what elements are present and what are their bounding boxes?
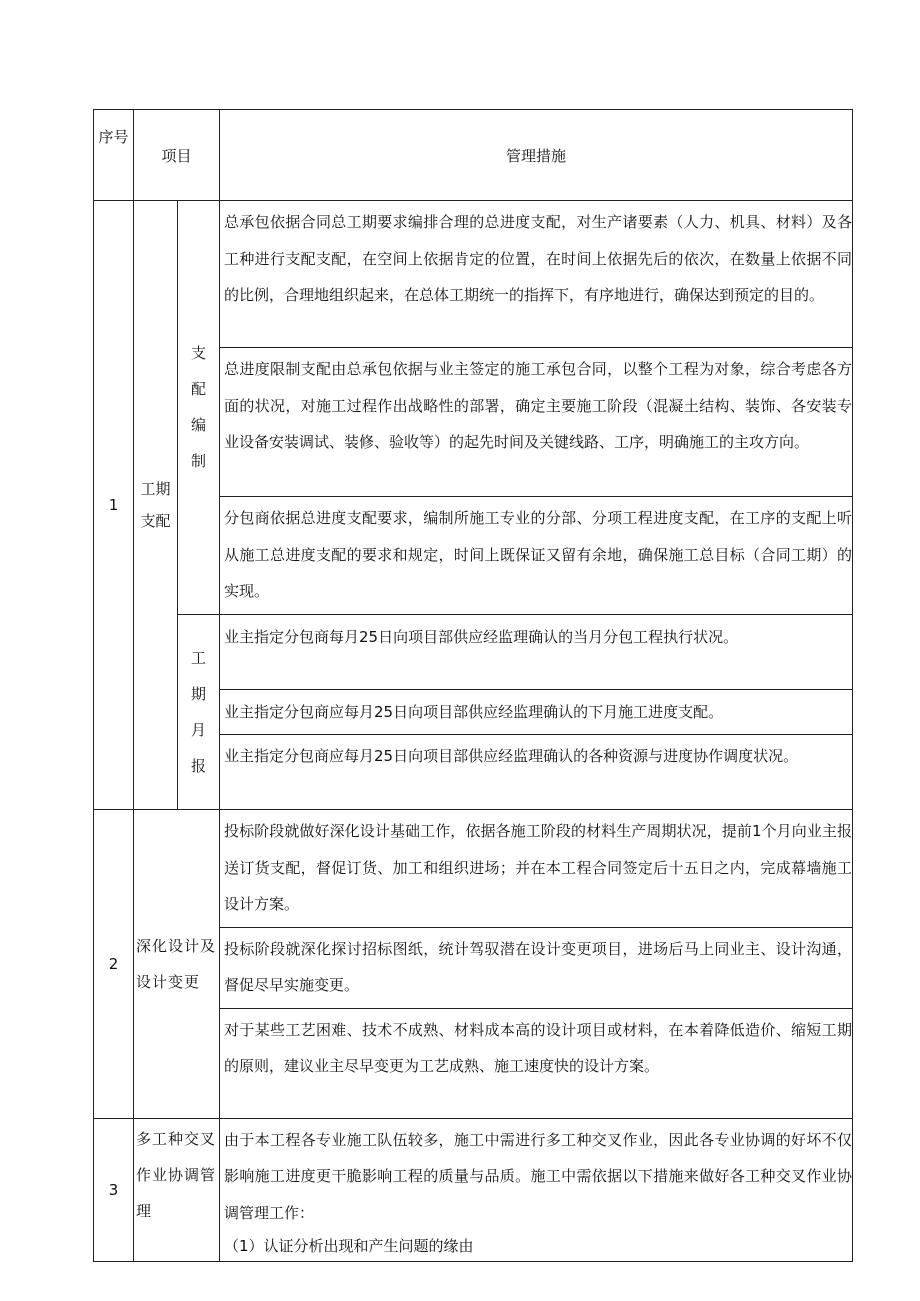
measure-cell: 业主指定分包商应每月25日向项目部供应经监理确认的各种资源与进度协作调度状况。 bbox=[220, 735, 853, 810]
label-char: 制 bbox=[191, 452, 207, 471]
section3-item: 多工种交叉作业协调管理 bbox=[134, 1118, 220, 1262]
section1-item bbox=[134, 201, 178, 810]
header-measures: 管理措施 bbox=[220, 110, 853, 201]
header-no: 序号 bbox=[94, 110, 134, 201]
measure-cell: 总进度限制支配由总承包依据与业主签定的施工承包合同，以整个工程为对象，综合考虑各方面的状况，对施工过程作出战略性的部署，确定主要施工阶段（混凝土结构、装饰、各安装专业设备安装调试、装修、验收等）的起先时间及关键线路、工序，明确施工的主攻方向。 bbox=[220, 348, 853, 497]
measure-cell: 分包商依据总进度支配要求，编制所施工专业的分部、分项工程进度支配，在工序的支配上听从施工总进度支配的要求和规定，时间上既保证又留有余地，确保施工总目标（合同工期）的实现。 bbox=[220, 497, 853, 615]
label-char: 配 bbox=[191, 380, 207, 399]
management-measures-table bbox=[93, 109, 853, 1262]
header-item: 项目 bbox=[134, 110, 220, 201]
section1-row1 bbox=[94, 201, 853, 348]
measure-cell: 投标阶段就做好深化设计基础工作，依据各施工阶段的材料生产周期状况，提前1个月向业主报送订货支配，督促订货、加工和组织进场；并在本工程合同签定后十五日之内，完成幕墙施工设计方案。 bbox=[220, 810, 853, 928]
label-char: 月 bbox=[191, 720, 207, 739]
header-row bbox=[94, 110, 853, 201]
measure-cell: （1）认证分析出现和产生问题的缘由 bbox=[220, 1235, 853, 1262]
section1-sub1-label bbox=[178, 201, 220, 615]
measure-cell: 总承包依据合同总工期要求编排合理的总进度支配，对生产诸要素（人力、机具、材料）及各工种进行支配支配，在空间上依据肯定的位置，在时间上依据先后的依次，在数量上依据不同的比例，合理地组织起来，在总体工期统一的指挥下，有序地进行，确保达到预定的目的。 bbox=[220, 201, 853, 348]
section1-item-line2: 支配 bbox=[140, 512, 171, 530]
label-char: 编 bbox=[191, 416, 207, 435]
measure-cell: 业主指定分包商每月25日向项目部供应经监理确认的当月分包工程执行状况。 bbox=[220, 614, 853, 689]
label-char: 报 bbox=[191, 756, 207, 775]
section1-sub2-label bbox=[178, 614, 220, 810]
section3-no: 3 bbox=[94, 1118, 134, 1262]
section1-no: 1 bbox=[94, 201, 134, 810]
label-char: 期 bbox=[191, 684, 207, 703]
section3-row1 bbox=[94, 1118, 853, 1235]
measure-cell: 由于本工程各专业施工队伍较多，施工中需进行多工种交叉作业，因此各专业协调的好坏不仅影响施工进度更干脆影响工程的质量与品质。施工中需依据以下措施来做好各工种交叉作业协调管理工作： bbox=[220, 1118, 853, 1235]
section1-item-line1: 工期 bbox=[140, 480, 171, 498]
section2-no: 2 bbox=[94, 810, 134, 1119]
label-char: 支 bbox=[191, 344, 207, 363]
label-char: 工 bbox=[191, 648, 207, 667]
section1-row4 bbox=[94, 614, 853, 689]
measure-cell: 业主指定分包商应每月25日向项目部供应经监理确认的下月施工进度支配。 bbox=[220, 689, 853, 735]
section2-item: 深化设计及设计变更 bbox=[134, 810, 220, 1119]
measure-cell: 投标阶段就深化探讨招标图纸，统计驾驭潜在设计变更项目，进场后马上同业主、设计沟通，督促尽早实施变更。 bbox=[220, 927, 853, 1008]
measure-cell: 对于某些工艺困难、技术不成熟、材料成本高的设计项目或材料，在本着降低造价、缩短工期的原则，建议业主尽早变更为工艺成熟、施工速度快的设计方案。 bbox=[220, 1008, 853, 1118]
section2-row1 bbox=[94, 810, 853, 928]
